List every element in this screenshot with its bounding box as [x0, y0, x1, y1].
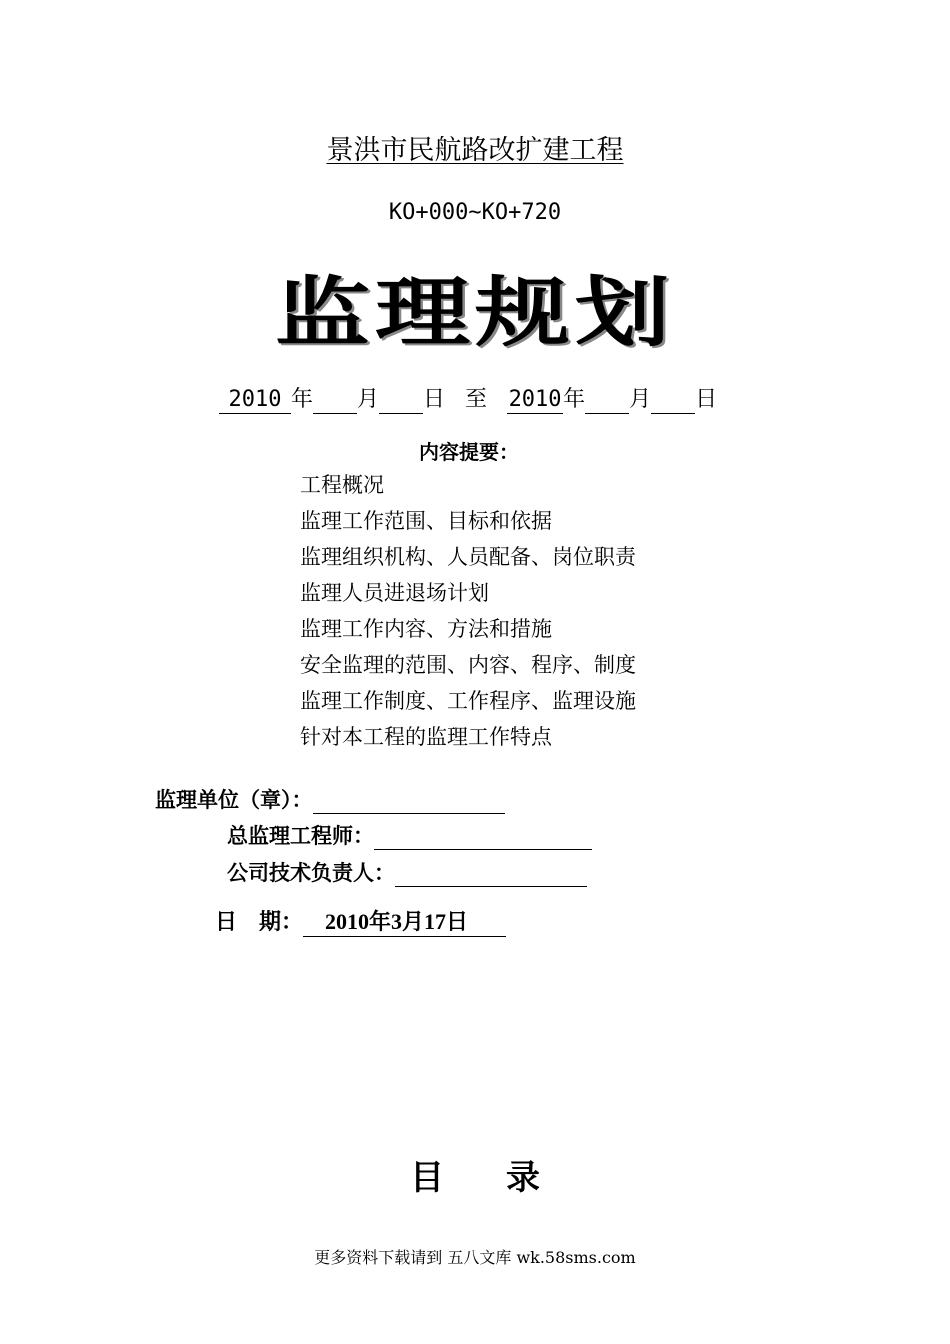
summary-list	[300, 470, 636, 758]
end-month-char: 月	[629, 387, 652, 412]
project-title-text: 景洪市民航路改扩建工程	[326, 135, 624, 166]
footer-note: 更多资料下载请到 五八文库 wk.58sms.com	[314, 1248, 636, 1267]
start-day-blank	[379, 387, 423, 414]
chainage-range: KO+000~KO+720	[388, 200, 562, 225]
supervision-unit-signature	[155, 784, 505, 814]
chief-engineer-blank	[374, 827, 592, 850]
technical-lead-signature	[227, 857, 587, 887]
summary-heading: 内容提要：	[419, 440, 519, 464]
toc-heading: 目录	[410, 1158, 602, 1198]
summary-item: 监理人员进退场计划	[300, 581, 489, 605]
start-year: 2010	[219, 387, 291, 414]
summary-item: 针对本工程的监理工作特点	[300, 725, 552, 749]
supervision-unit-label: 监理单位（章）：	[155, 788, 313, 812]
project-title	[0, 128, 950, 167]
end-month-blank	[585, 387, 629, 414]
chief-engineer-signature	[227, 820, 592, 850]
document-main-title: 监理规划	[275, 268, 675, 357]
summary-item: 监理工作范围、目标和依据	[300, 509, 552, 533]
date-value: 2010年3月17日	[303, 908, 506, 937]
summary-item: 安全监理的范围、内容、程序、制度	[300, 653, 636, 677]
technical-lead-blank	[395, 864, 587, 887]
summary-item: 监理工作制度、工作程序、监理设施	[300, 689, 636, 713]
end-year: 2010	[508, 387, 562, 412]
summary-item: 监理组织机构、人员配备、岗位职责	[300, 545, 636, 569]
end-day-blank	[651, 387, 695, 414]
end-year-char: 年	[563, 387, 586, 412]
end-day-char: 日	[695, 387, 718, 412]
period-to: 至	[465, 387, 488, 412]
chief-engineer-label: 总监理工程师：	[227, 824, 374, 848]
start-day-char: 日	[423, 387, 446, 412]
summary-item: 监理工作内容、方法和措施	[300, 617, 552, 641]
start-year-char: 年	[291, 387, 314, 412]
period-line	[219, 382, 717, 414]
date-label: 日 期：	[215, 910, 304, 935]
supervision-unit-blank	[313, 791, 505, 814]
start-month-char: 月	[357, 387, 380, 412]
date-row	[215, 905, 506, 937]
start-month-blank	[313, 387, 357, 414]
technical-lead-label: 公司技术负责人：	[227, 861, 395, 885]
summary-item: 工程概况	[300, 473, 384, 497]
